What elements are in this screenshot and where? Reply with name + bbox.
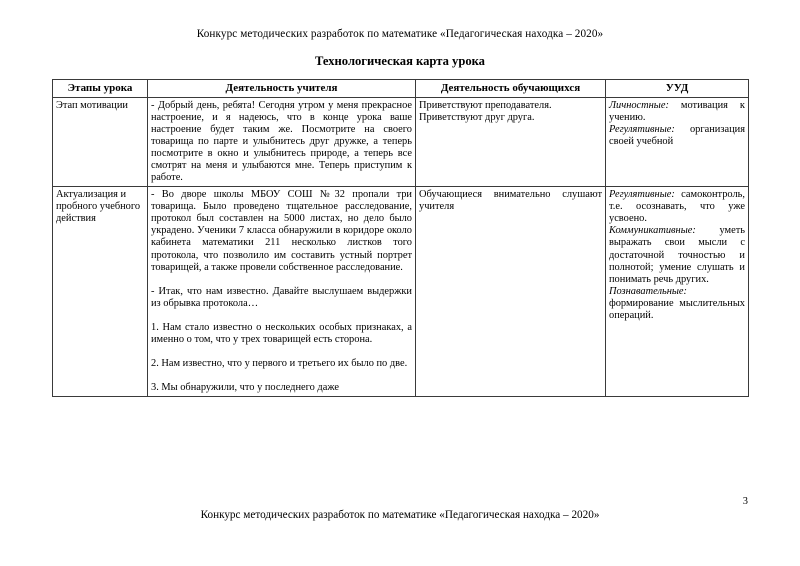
cell-teacher-activity [148, 97, 416, 186]
uud-text: организация своей учебной [609, 123, 745, 147]
uud-term: Регулятивные: [609, 189, 675, 201]
teacher-paragraph: 3. Мы обнаружили, что у последнего даже [151, 381, 339, 393]
uud-entry [609, 286, 745, 322]
uud-text: мотивация к учению. [609, 99, 745, 123]
teacher-paragraph: - Итак, что нам известно. Давайте выслушаем выдержки из обрывка протокола… [151, 285, 412, 309]
uud-entry [609, 189, 745, 225]
uud-term: Познавательные: [609, 285, 687, 297]
cell-stage: Актуализация и пробного учебного действия [53, 187, 148, 397]
table-row [53, 97, 749, 186]
teacher-paragraph: - Во дворе школы МБОУ СОШ №32 пропали три товарища. Было проведено тщательное расследование, протокол был составлен на 5000 листах, но дело было украдено. Ученики 7 класса обнаружили в коридоре около кабинета математики 211 несколько листков того протокола, что позволило им составить устный портрет товарищей, а также провели собственное расследование. [151, 189, 412, 273]
table-row [53, 187, 749, 397]
student-paragraph: Приветствуют друг друга. [419, 111, 535, 123]
teacher-paragraph: - Добрый день, ребята! Сегодня утром у меня прекрасное настроение, и я надеюсь, что в конце урока ваше настроение будет таким же. Посмотрите на своего товарища по парте и улыбнитесь друг дружке, а теперь посмотрите в окно и улыбнитесь природе, а теперь все смотрят на меня и улыбаются мне. Теперь приступим к работе. [151, 99, 412, 184]
teacher-paragraph: 2. Нам известно, что у первого и третьего их было по две. [151, 357, 408, 369]
uud-term: Регулятивные: [609, 123, 675, 135]
uud-text: формирование мыслительных операций. [609, 297, 745, 321]
uud-term: Коммуникативные: [609, 225, 696, 237]
student-paragraph: Обучающиеся внимательно слушают учителя [419, 189, 602, 213]
cell-teacher-activity [148, 187, 416, 397]
uud-entry [609, 225, 745, 285]
uud-text: уметь выражать свои мысли с достаточной точностью и полнотой; умение слушать и понимать речь других. [609, 225, 745, 285]
uud-entry [609, 100, 745, 124]
student-paragraph: Приветствуют преподавателя. [419, 99, 552, 111]
cell-uud [606, 187, 749, 397]
page-title: Технологическая карта урока [315, 54, 485, 68]
cell-student-activity [416, 97, 606, 186]
column-header-stages: Этапы урока [53, 80, 148, 98]
table-header-row [53, 80, 749, 98]
column-header-teacher-activity: Деятельность учителя [148, 80, 416, 98]
uud-term: Личностные: [609, 99, 669, 111]
uud-entry [609, 124, 745, 148]
document-header: Конкурс методических разработок по математике «Педагогическая находка – 2020» [196, 28, 604, 40]
lesson-technology-map-table [52, 79, 749, 397]
cell-uud [606, 97, 749, 186]
cell-stage: Этап мотивации [53, 97, 148, 186]
page-number: 3 [742, 496, 748, 507]
teacher-paragraph: 1. Нам стало известно о нескольких особых признаках, а именно о том, что у трех товарищей есть сторона. [151, 321, 412, 345]
column-header-student-activity: Деятельность обучающихся [416, 80, 606, 98]
document-footer: Конкурс методических разработок по математике «Педагогическая находка – 2020» [200, 509, 600, 521]
column-header-uud: УУД [606, 80, 749, 98]
cell-student-activity [416, 187, 606, 397]
uud-text: самоконтроль, т.е. осознавать, что уже усвоено. [609, 189, 745, 225]
